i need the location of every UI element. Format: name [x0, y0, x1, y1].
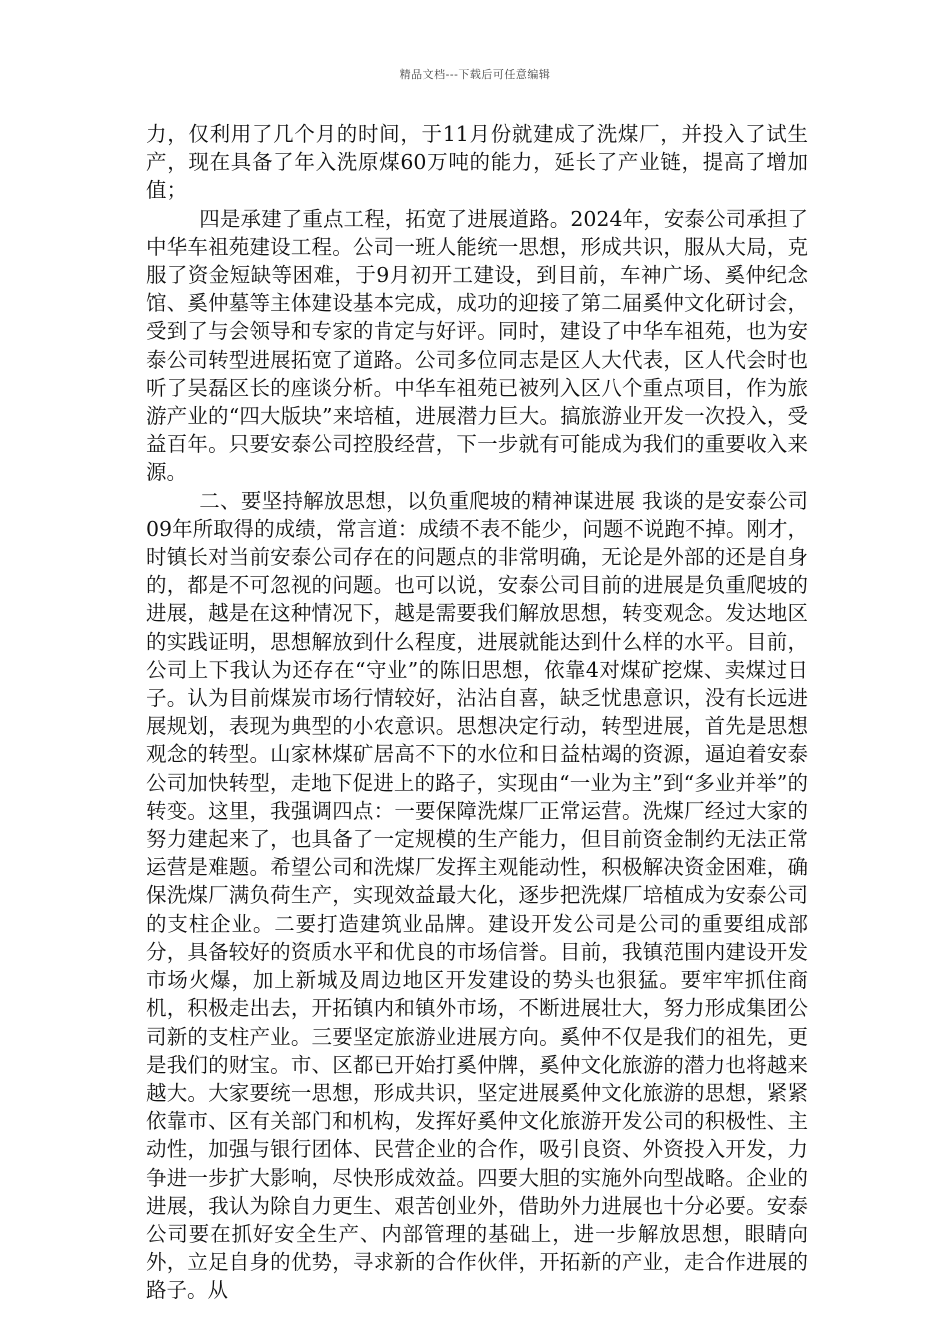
document-body	[146, 120, 808, 1305]
page-header: 精品文档---下载后可任意编辑	[399, 68, 551, 81]
paragraph-2: 四是承建了重点工程，拓宽了进展道路。2024年，安泰公司承担了中华车祖苑建设工程。公司一班人能统一思想，形成共识，服从大局，克服了资金短缺等困难，于9月初开工建设，到目前，车神广场、奚仲纪念馆、奚仲墓等主体建设基本完成，成功的迎接了第二届奚仲文化研讨会，受到了与会领导和专家的肯定与好评。同时，建设了中华车祖苑，也为安泰公司转型进展拓宽了道路。公司多位同志是区人大代表，区人代会时也听了吴磊区长的座谈分析。中华车祖苑已被列入区八个重点项目，作为旅游产业的“四大版块”来培植，进展潜力巨大。搞旅游业开发一次投入，受益百年。只要安泰公司控股经营，下一步就有可能成为我们的重要收入来源。	[146, 206, 808, 485]
paragraph-1: 力，仅利用了几个月的时间，于11月份就建成了洗煤厂，并投入了试生产，现在具备了年入洗原煤60万吨的能力，延长了产业链，提高了增加值；	[146, 122, 808, 203]
paragraph-3: 二、要坚持解放思想，以负重爬坡的精神谋进展 我谈的是安泰公司09年所取得的成绩，常言道：成绩不表不能少，问题不说跑不掉。刚才，时镇长对当前安泰公司存在的问题点的非常明确，无论是外部的还是自身的，都是不可忽视的问题。也可以说，安泰公司目前的进展是负重爬坡的进展，越是在这种情况下，越是需要我们解放思想，转变观念。发达地区的实践证明，思想解放到什么程度，进展就能达到什么样的水平。目前，公司上下我认为还存在“守业”的陈旧思想，依靠4对煤矿挖煤、卖煤过日子。认为目前煤炭市场行情较好，沾沾自喜，缺乏忧患意识，没有长远进展规划，表现为典型的小农意识。思想决定行动，转型进展，首先是思想观念的转型。山家林煤矿居高不下的水位和日益枯竭的资源，逼迫着安泰公司加快转型，走地下促进上的路子，实现由“一业为主”到“多业并举”的转变。这里，我强调四点：一要保障洗煤厂正常运营。洗煤厂经过大家的努力建起来了，也具备了一定规模的生产能力，但目前资金制约无法正常运营是难题。希望公司和洗煤厂发挥主观能动性，积极解决资金困难，确保洗煤厂满负荷生产，实现效益最大化，逐步把洗煤厂培植成为安泰公司的支柱企业。二要打造建筑业品牌。建设开发公司是公司的重要组成部分，具备较好的资质水平和优良的市场信誉。目前，我镇范围内建设开发市场火爆，加上新城及周边地区开发建设的势头也狠猛。要牢牢抓住商机，积极走出去，开拓镇内和镇外市场，不断进展壮大，努力形成集团公司新的支柱产业。三要坚定旅游业进展方向。奚仲不仅是我们的祖先，更是我们的财宝。市、区都已开始打奚仲牌，奚仲文化旅游的潜力也将越来越大。大家要统一思想，形成共识，坚定进展奚仲文化旅游的思想，紧紧依靠市、区有关部门和机构，发挥好奚仲文化旅游开发公司的积极性、主动性，加强与银行团体、民营企业的合作，吸引良资、外资投入开发，力争进一步扩大影响，尽快形成效益。四要大胆的实施外向型战略。企业的进展，我认为除自力更生、艰苦创业外，借助外力进展也十分必要。安泰公司要在抓好安全生产、内部管理的基础上，进一步解放思想，眼睛向外，立足自身的优势，寻求新的合作伙伴，开拓新的产业，走合作进展的路子。从	[146, 488, 808, 1303]
